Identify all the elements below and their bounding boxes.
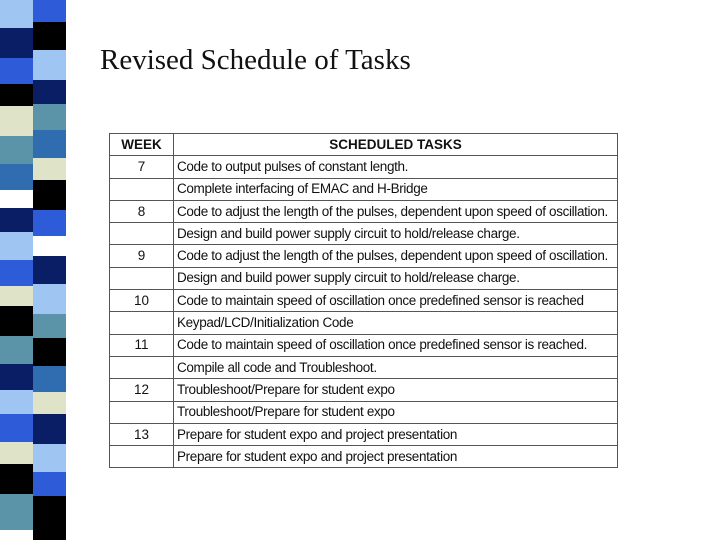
week-cell: 13 [110, 423, 174, 445]
table-row [110, 200, 618, 222]
week-cell: 11 [110, 334, 174, 356]
week-cell: 7 [110, 156, 174, 178]
header-week: WEEK [110, 134, 174, 156]
task-cell: Compile all code and Troubleshoot. [174, 356, 618, 378]
week-cell [110, 356, 174, 378]
header-scheduled-tasks: SCHEDULED TASKS [174, 134, 618, 156]
table-row [110, 245, 618, 267]
table-row [110, 223, 618, 245]
task-cell: Troubleshoot/Prepare for student expo [174, 379, 618, 401]
week-cell [110, 267, 174, 289]
strip-column-right [33, 0, 66, 540]
table-row [110, 312, 618, 334]
task-cell: Code to maintain speed of oscillation once predefined sensor is reached [174, 290, 618, 312]
task-cell: Troubleshoot/Prepare for student expo [174, 401, 618, 423]
task-cell: Code to adjust the length of the pulses, dependent upon speed of oscillation. [174, 200, 618, 222]
task-cell: Keypad/LCD/Initialization Code [174, 312, 618, 334]
week-cell [110, 401, 174, 423]
table-row [110, 423, 618, 445]
table-row [110, 267, 618, 289]
week-cell [110, 312, 174, 334]
decorative-left-strip [0, 0, 66, 540]
task-cell: Code to adjust the length of the pulses, dependent upon speed of oscillation. [174, 245, 618, 267]
week-cell [110, 446, 174, 468]
table-row [110, 401, 618, 423]
task-cell: Design and build power supply circuit to hold/release charge. [174, 223, 618, 245]
schedule-table [109, 133, 618, 468]
task-cell: Code to output pulses of constant length. [174, 156, 618, 178]
table-row [110, 356, 618, 378]
week-cell: 12 [110, 379, 174, 401]
week-cell [110, 178, 174, 200]
task-cell: Code to maintain speed of oscillation once predefined sensor is reached. [174, 334, 618, 356]
table-row [110, 446, 618, 468]
table-row [110, 379, 618, 401]
table-row [110, 156, 618, 178]
week-cell: 9 [110, 245, 174, 267]
slide-title: Revised Schedule of Tasks [100, 44, 411, 76]
table-row [110, 178, 618, 200]
task-cell: Design and build power supply circuit to hold/release charge. [174, 267, 618, 289]
task-cell: Prepare for student expo and project presentation [174, 423, 618, 445]
task-cell: Prepare for student expo and project presentation [174, 446, 618, 468]
strip-column-left [0, 0, 33, 540]
week-cell: 10 [110, 290, 174, 312]
week-cell [110, 223, 174, 245]
task-cell: Complete interfacing of EMAC and H-Bridge [174, 178, 618, 200]
table-header-row [110, 134, 618, 156]
table-row [110, 334, 618, 356]
week-cell: 8 [110, 200, 174, 222]
table-row [110, 290, 618, 312]
